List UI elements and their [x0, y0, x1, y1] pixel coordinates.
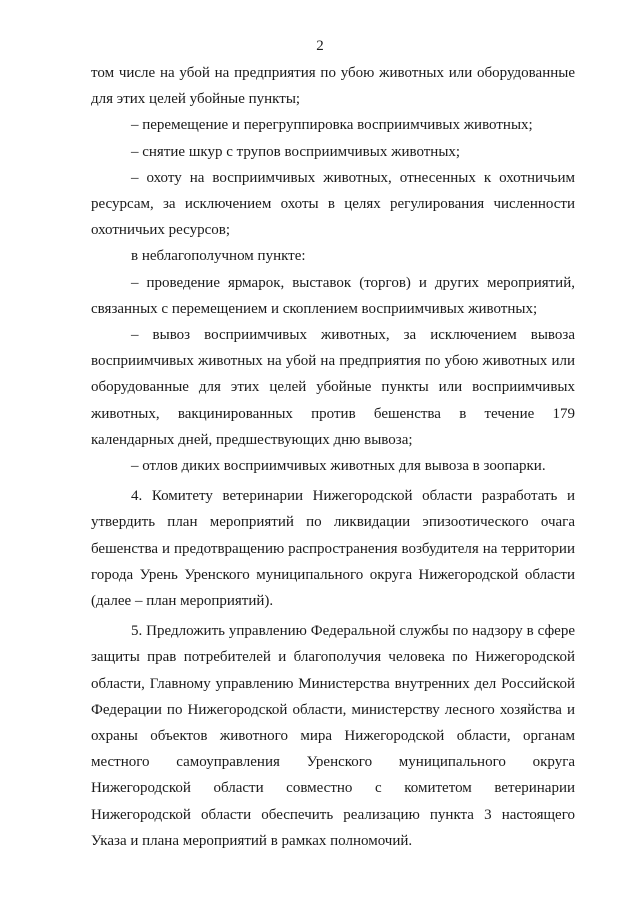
subheading-unfavorable-point: в неблагополучном пункте:	[131, 248, 306, 265]
list-item-export: – вывоз восприимчивых животных, за исключением вывоза восприимчивых животных на убой на предприятия по убою животных или оборудованные для этих целей убойные пункты или восприимчивых животных, вакцинированных против бешенства в течение 179 календарных дней, предшествующих дню вывоза;	[91, 327, 575, 448]
clause-4: 4. Комитету ветеринарии Нижегородской области разработать и утвердить план мероприятий по ликвидации эпизоотического очага бешенства и предотвращению распространения возбудителя на территории города Урень Уренского муниципального округа Нижегородской области (далее – план мероприятий).	[91, 488, 575, 610]
list-item-relocation: – перемещение и перегруппировка восприимчивых животных;	[131, 117, 533, 134]
document-body	[91, 60, 575, 854]
list-item-hunting: – охоту на восприимчивых животных, отнесенных к охотничьим ресурсам, за исключением охоты в целях регулирования численности охотничьих ресурсов;	[91, 169, 575, 239]
page-number: 2	[316, 38, 324, 54]
list-item-fairs: – проведение ярмарок, выставок (торгов) и других мероприятий, связанных с перемещением и скоплением восприимчивых животных;	[91, 274, 575, 317]
clause-5: 5. Предложить управлению Федеральной службы по надзору в сфере защиты прав потребителей и благополучия человека по Нижегородской области, Главному управлению Министерства внутренних дел Российской Федерации по Нижегородской области, министерству лесного хозяйства и охраны объектов животного мира Нижегородской области, органам местного самоуправления Уренского муниципального округа Нижегородской области совместно с комитетом ветеринарии Нижегородской области обеспечить реализацию пункта 3 настоящего Указа и плана мероприятий в рамках полномочий.	[91, 623, 575, 849]
list-item-trapping: – отлов диких восприимчивых животных для вывоза в зоопарки.	[131, 458, 546, 475]
list-item-skinning: – снятие шкур с трупов восприимчивых животных;	[131, 143, 461, 160]
paragraph-continuation: том числе на убой на предприятия по убою животных или оборудованные для этих целей убойные пункты;	[91, 65, 575, 108]
